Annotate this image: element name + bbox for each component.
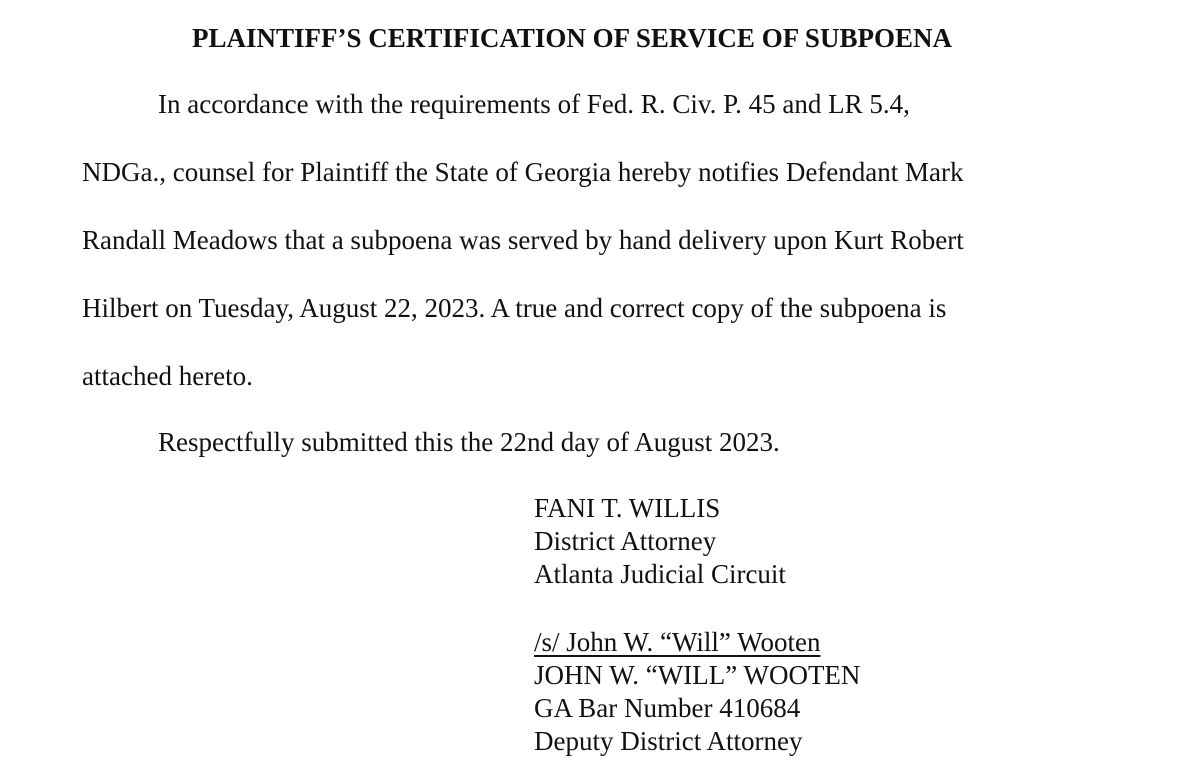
paragraph-line-2: NDGa., counsel for Plaintiff the State of Georgia hereby notifies Defendant Mark	[82, 157, 964, 187]
submitted-line: Respectfully submitted this the 22nd day of August 2023.	[158, 427, 780, 457]
signer-title: Deputy District Attorney	[534, 726, 803, 756]
paragraph-line-1: In accordance with the requirements of Fed. R. Civ. P. 45 and LR 5.4,	[158, 89, 910, 119]
electronic-signature: /s/ John W. “Will” Wooten	[534, 627, 821, 657]
paragraph-line-4: Hilbert on Tuesday, August 22, 2023. A true and correct copy of the subpoena is	[82, 293, 947, 323]
signature-title: District Attorney	[534, 526, 717, 556]
paragraph-line-3: Randall Meadows that a subpoena was served by hand delivery upon Kurt Robert	[82, 225, 964, 255]
signature-office: Atlanta Judicial Circuit	[534, 559, 786, 589]
bar-number: GA Bar Number 410684	[534, 693, 801, 723]
signature-name: FANI T. WILLIS	[534, 493, 721, 523]
signer-name: JOHN W. “WILL” WOOTEN	[534, 660, 861, 690]
document-title: PLAINTIFF’S CERTIFICATION OF SERVICE OF SUBPOENA	[192, 23, 952, 53]
paragraph-line-5: attached hereto.	[82, 361, 253, 391]
